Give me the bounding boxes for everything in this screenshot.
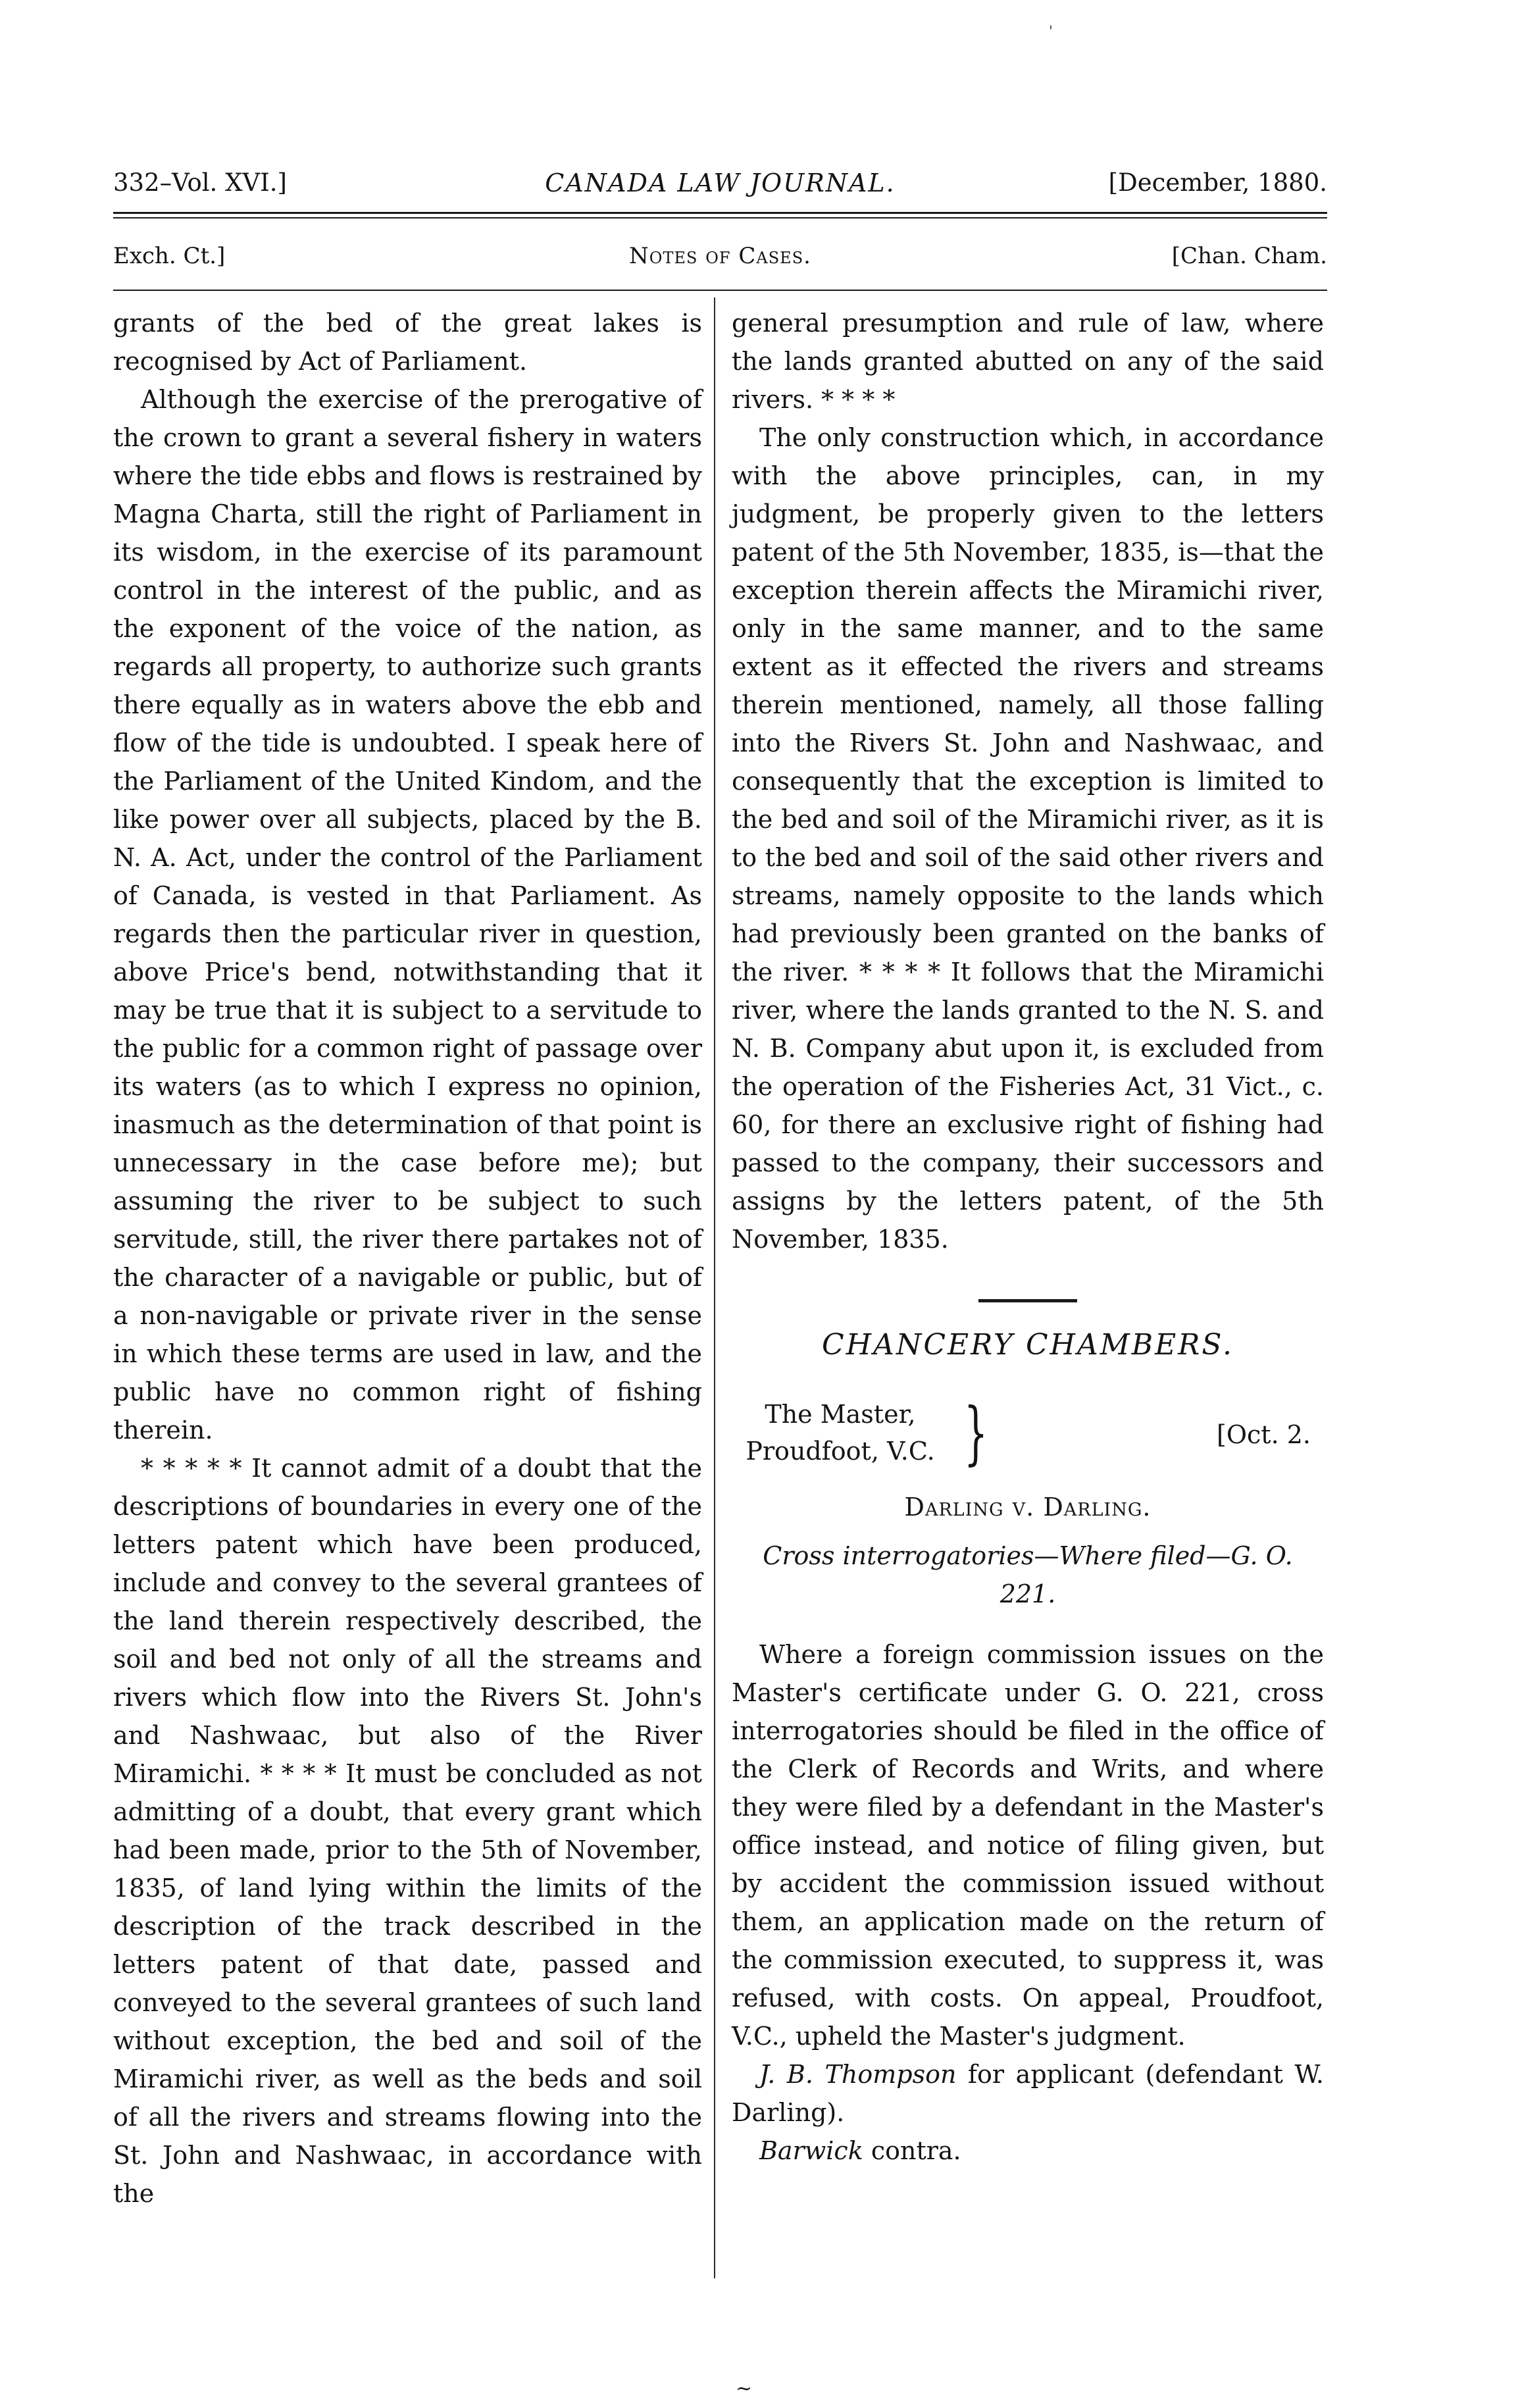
- subhead-center: Notes of Cases.: [629, 243, 811, 269]
- counsel-line-1: [732, 2055, 1324, 2132]
- counsel-1-role: for applicant (defendant W. Darling).: [732, 2060, 1324, 2127]
- left-paragraph-2: Although the exercise of the prerogative of the crown to grant a several fishery in waters where the tide ebbs and flows is restrained by Magna Charta, still the right of Parliament in its wisdom, in the exercise of its paramount control in the interest of the public, and as the exponent of the voice of the nation, as regards all property, to authorize such grants there equally as in waters above the ebb and flow of the tide is undoubted. I speak here of the Parliament of the United Kindom, and the like power over all subjects, placed by the B. N. A. Act, under the control of the Parliament of Canada, is vested in that Parliament. As regards then the particular river in question, above Price's bend, notwithstanding that it may be true that it is subject to a servitude to the public for a common right of passage over its waters (as to which I express no opinion, inasmuch as the determination of that point is unnecessary in the case before me); but assuming the river to be subject to such servitude, still, the river there partakes not of the character of a navigable or public, but of a non-navigable or private river in the sense in which these terms are used in law, and the public have no common right of fishing therein.: [113, 385, 702, 1445]
- page-number-volume: 332–Vol. XVI.]: [113, 168, 287, 197]
- left-paragraph-3: * * * * * It cannot admit of a doubt that the descriptions of boundaries in every one of the letters patent which have been produced, include and convey to the several grantees of the land therein respectively described, the soil and bed not only of all the streams and rivers which flow into the Rivers St. John's and Nashwaac, but also of the River Miramichi. * * * * It must be concluded as not admitting of a doubt, that every grant which had been made, prior to the 5th of November, 1835, of land lying within the limits of the description of the track described in the letters patent of that date, passed and conveyed to the several grantees of such land without exception, the bed and soil of the Miramichi river, as well as the beds and soil of all the rivers and streams flowing into the St. John and Nashwaac, in accordance with the: [113, 1454, 702, 2208]
- header-rule: [113, 212, 1327, 214]
- right-paragraph-2: The only construction which, in accordance with the above principles, can, in my judgment, be properly given to the letters patent of the 5th November, 1835, is—that the exception therein affects the Miramichi river, only in the same manner, and to the same extent as it effected the rivers and streams therein mentioned, namely, all those falling into the Rivers St. John and Nashwaac, and consequently that the exception is limited to the bed and soil of the Miramichi river, as it is to the bed and soil of the said other rivers and streams, namely opposite to the lands which had previously been granted on the banks of the river. * * * * It follows that the Miramichi river, where the lands granted to the N. S. and N. B. Company abut upon it, is excluded from the operation of the Fisheries Act, 31 Vict., c. 60, for there an exclusive right of fishing had passed to the company, their successors and assigns by the letters patent, of the 5th November, 1835.: [732, 423, 1324, 1254]
- left-paragraph-1: grants of the bed of the great lakes is recognised by Act of Parliament.: [113, 309, 702, 376]
- column-divider: [714, 297, 715, 2278]
- section-divider: [978, 1299, 1077, 1302]
- right-paragraph-1: general presumption and rule of law, where the lands granted abutted on any of the said rivers. * * * *: [732, 309, 1324, 414]
- brace-glyph: }: [963, 1393, 988, 1473]
- section-subhead: [113, 238, 1327, 274]
- right-paragraph-3: Where a foreign commission issues on the Master's certificate under G. O. 221, cross interrogatories should be filed in the office of the Clerk of Records and Writs, and where they were filed by a defendant in the Master's office instead, and notice of filing given, but by accident the commission issued without them, an application made on the return of the commission executed, to suppress it, was refused, with costs. On appeal, Proudfoot, V.C., upheld the Master's judgment.: [732, 1640, 1324, 2051]
- bottom-mark: ~: [736, 2377, 753, 2400]
- counsel-2-name: Barwick: [759, 2136, 863, 2165]
- counsel-2-role: contra.: [863, 2136, 961, 2165]
- right-column: [732, 304, 1324, 2170]
- judge-line-2: Proudfoot, V.C.: [746, 1437, 935, 1466]
- running-head: [113, 163, 1327, 203]
- margin-mark: ': [1049, 24, 1053, 40]
- subhead-rule: [113, 290, 1327, 291]
- subhead-left: Exch. Ct.]: [113, 243, 226, 269]
- counsel-line-2: [732, 2132, 1324, 2170]
- case-name: Darling v. Darling.: [904, 1493, 1151, 1522]
- subhead-right: [Chan. Cham.: [1171, 243, 1327, 269]
- journal-title: CANADA LAW JOURNAL.: [545, 168, 896, 197]
- section-title: CHANCERY CHAMBERS.: [822, 1328, 1234, 1362]
- counsel-1-name: J. B. Thompson: [759, 2060, 957, 2089]
- issue-date: [December, 1880.: [1108, 168, 1327, 197]
- judge-line-1: The Master,: [765, 1400, 916, 1429]
- header-rule-thin: [113, 217, 1327, 218]
- judge-names: [732, 1396, 949, 1470]
- left-column: [113, 304, 702, 2213]
- judge-block: [732, 1393, 1324, 1475]
- decision-date: [Oct. 2.: [1217, 1420, 1311, 1449]
- headnote: Cross interrogatories—Where filed—G. O. 221.: [763, 1541, 1293, 1608]
